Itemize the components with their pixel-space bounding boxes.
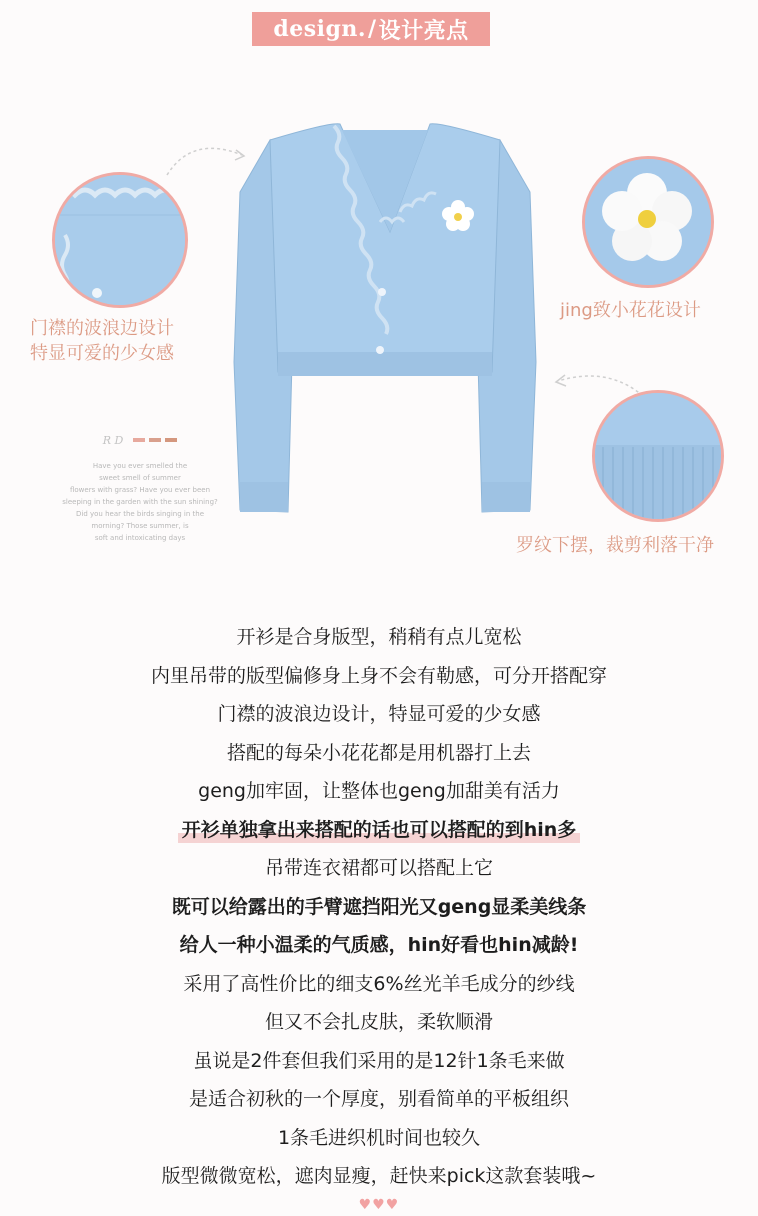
placket-callout-line2: 特显可爱的少女感 bbox=[30, 343, 174, 364]
description-text: 吊带连衣裙都可以搭配上它 bbox=[264, 857, 493, 879]
description-text: 门襟的波浪边设计，特显可爱的少女感 bbox=[217, 703, 541, 725]
flower-callout: jing致小花花设计 bbox=[560, 300, 701, 321]
swatch bbox=[165, 438, 177, 442]
brand-text-line: sweet smell of summer bbox=[99, 474, 181, 482]
description-text: 搭配的每朵小花花都是用机器打上去 bbox=[226, 741, 531, 764]
banner-separator: / bbox=[368, 16, 377, 42]
description-text: 既可以给露出的手臂遮挡阳光又geng显柔美线条 bbox=[171, 895, 587, 918]
placket-detail-image bbox=[55, 175, 185, 305]
brand-header bbox=[40, 432, 240, 448]
hem-callout: 罗纹下摆，裁剪利落干净 bbox=[516, 535, 714, 556]
description-line bbox=[0, 888, 758, 927]
description-line bbox=[0, 965, 758, 1004]
description-text: 是适合初秋的一个厚度，别看简单的平板组织 bbox=[188, 1088, 569, 1110]
banner-chinese: 设计亮点 bbox=[378, 17, 469, 44]
description-line bbox=[0, 1003, 758, 1042]
hem-detail-image bbox=[595, 393, 721, 519]
brand-text-line: Did you hear the birds singing in the bbox=[75, 510, 204, 518]
description-text: 但又不会扎皮肤，柔软顺滑 bbox=[264, 1011, 493, 1033]
highlighted-description-text: 开衫单独拿出来搭配的话也可以搭配的到hin多 bbox=[178, 817, 581, 843]
description-line bbox=[0, 772, 758, 811]
description-text: 虽说是2件套但我们采用的是12针1条毛来做 bbox=[193, 1049, 565, 1072]
description-line bbox=[0, 1119, 758, 1158]
description-text: 版型微微宽松，遮肉显瘦，赶快来pick这款套装哦~ bbox=[161, 1165, 597, 1187]
brand-logo: R D bbox=[102, 433, 124, 447]
description-line bbox=[0, 1080, 758, 1119]
placket-callout bbox=[30, 316, 174, 366]
section-title-banner bbox=[252, 12, 490, 46]
description-text: 给人一种小温柔的气质感，hin好看也hin减龄! bbox=[179, 934, 579, 956]
brand-text-line: morning? Those summer, is bbox=[91, 522, 189, 530]
brand-color-swatches bbox=[133, 438, 177, 442]
description-line bbox=[0, 618, 758, 657]
brand-block bbox=[40, 432, 240, 544]
description-line bbox=[0, 926, 758, 965]
left-cuff bbox=[240, 482, 288, 512]
arrow-to-placket bbox=[162, 130, 252, 180]
brand-text-line: Have you ever smelled the bbox=[92, 462, 188, 470]
swatch bbox=[149, 438, 161, 442]
description-line bbox=[0, 734, 758, 773]
placket-detail-circle bbox=[52, 172, 188, 308]
description-line bbox=[0, 811, 758, 850]
flower-detail-circle bbox=[582, 156, 714, 288]
description-text: 开衫是合身版型，稍稍有点儿宽松 bbox=[236, 626, 522, 648]
description-line bbox=[0, 657, 758, 696]
placket-callout-line1: 门襟的波浪边设计 bbox=[30, 318, 174, 339]
swatch bbox=[133, 438, 145, 442]
button bbox=[378, 288, 386, 296]
brand-text-line: sleeping in the garden with the sun shining? bbox=[62, 498, 218, 506]
brand-text-line: flowers with grass? Have you ever been bbox=[69, 486, 211, 494]
hem-detail-circle bbox=[592, 390, 724, 522]
product-description bbox=[0, 618, 758, 1196]
button bbox=[376, 346, 384, 354]
description-line bbox=[0, 849, 758, 888]
brand-text-line: soft and intoxicating days bbox=[94, 534, 186, 542]
right-cuff bbox=[482, 482, 530, 512]
description-line bbox=[0, 1042, 758, 1081]
description-line bbox=[0, 695, 758, 734]
description-text: 1条毛进织机时间也较久 bbox=[277, 1126, 481, 1149]
banner-english: design. bbox=[273, 16, 367, 42]
footer-hearts: ♥♥♥ bbox=[358, 1197, 400, 1213]
flower-detail-image bbox=[585, 159, 711, 285]
cardigan-illustration bbox=[230, 112, 540, 532]
description-line bbox=[0, 1157, 758, 1196]
ribbed-hem bbox=[278, 352, 492, 376]
description-text: geng加牢固，让整体也geng加甜美有活力 bbox=[198, 780, 560, 802]
description-text: 内里吊带的版型偏修身上身不会有勒感，可分开搭配穿 bbox=[150, 664, 607, 687]
description-text: 采用了高性价比的细支6%丝光羊毛成分的纱线 bbox=[183, 972, 575, 995]
